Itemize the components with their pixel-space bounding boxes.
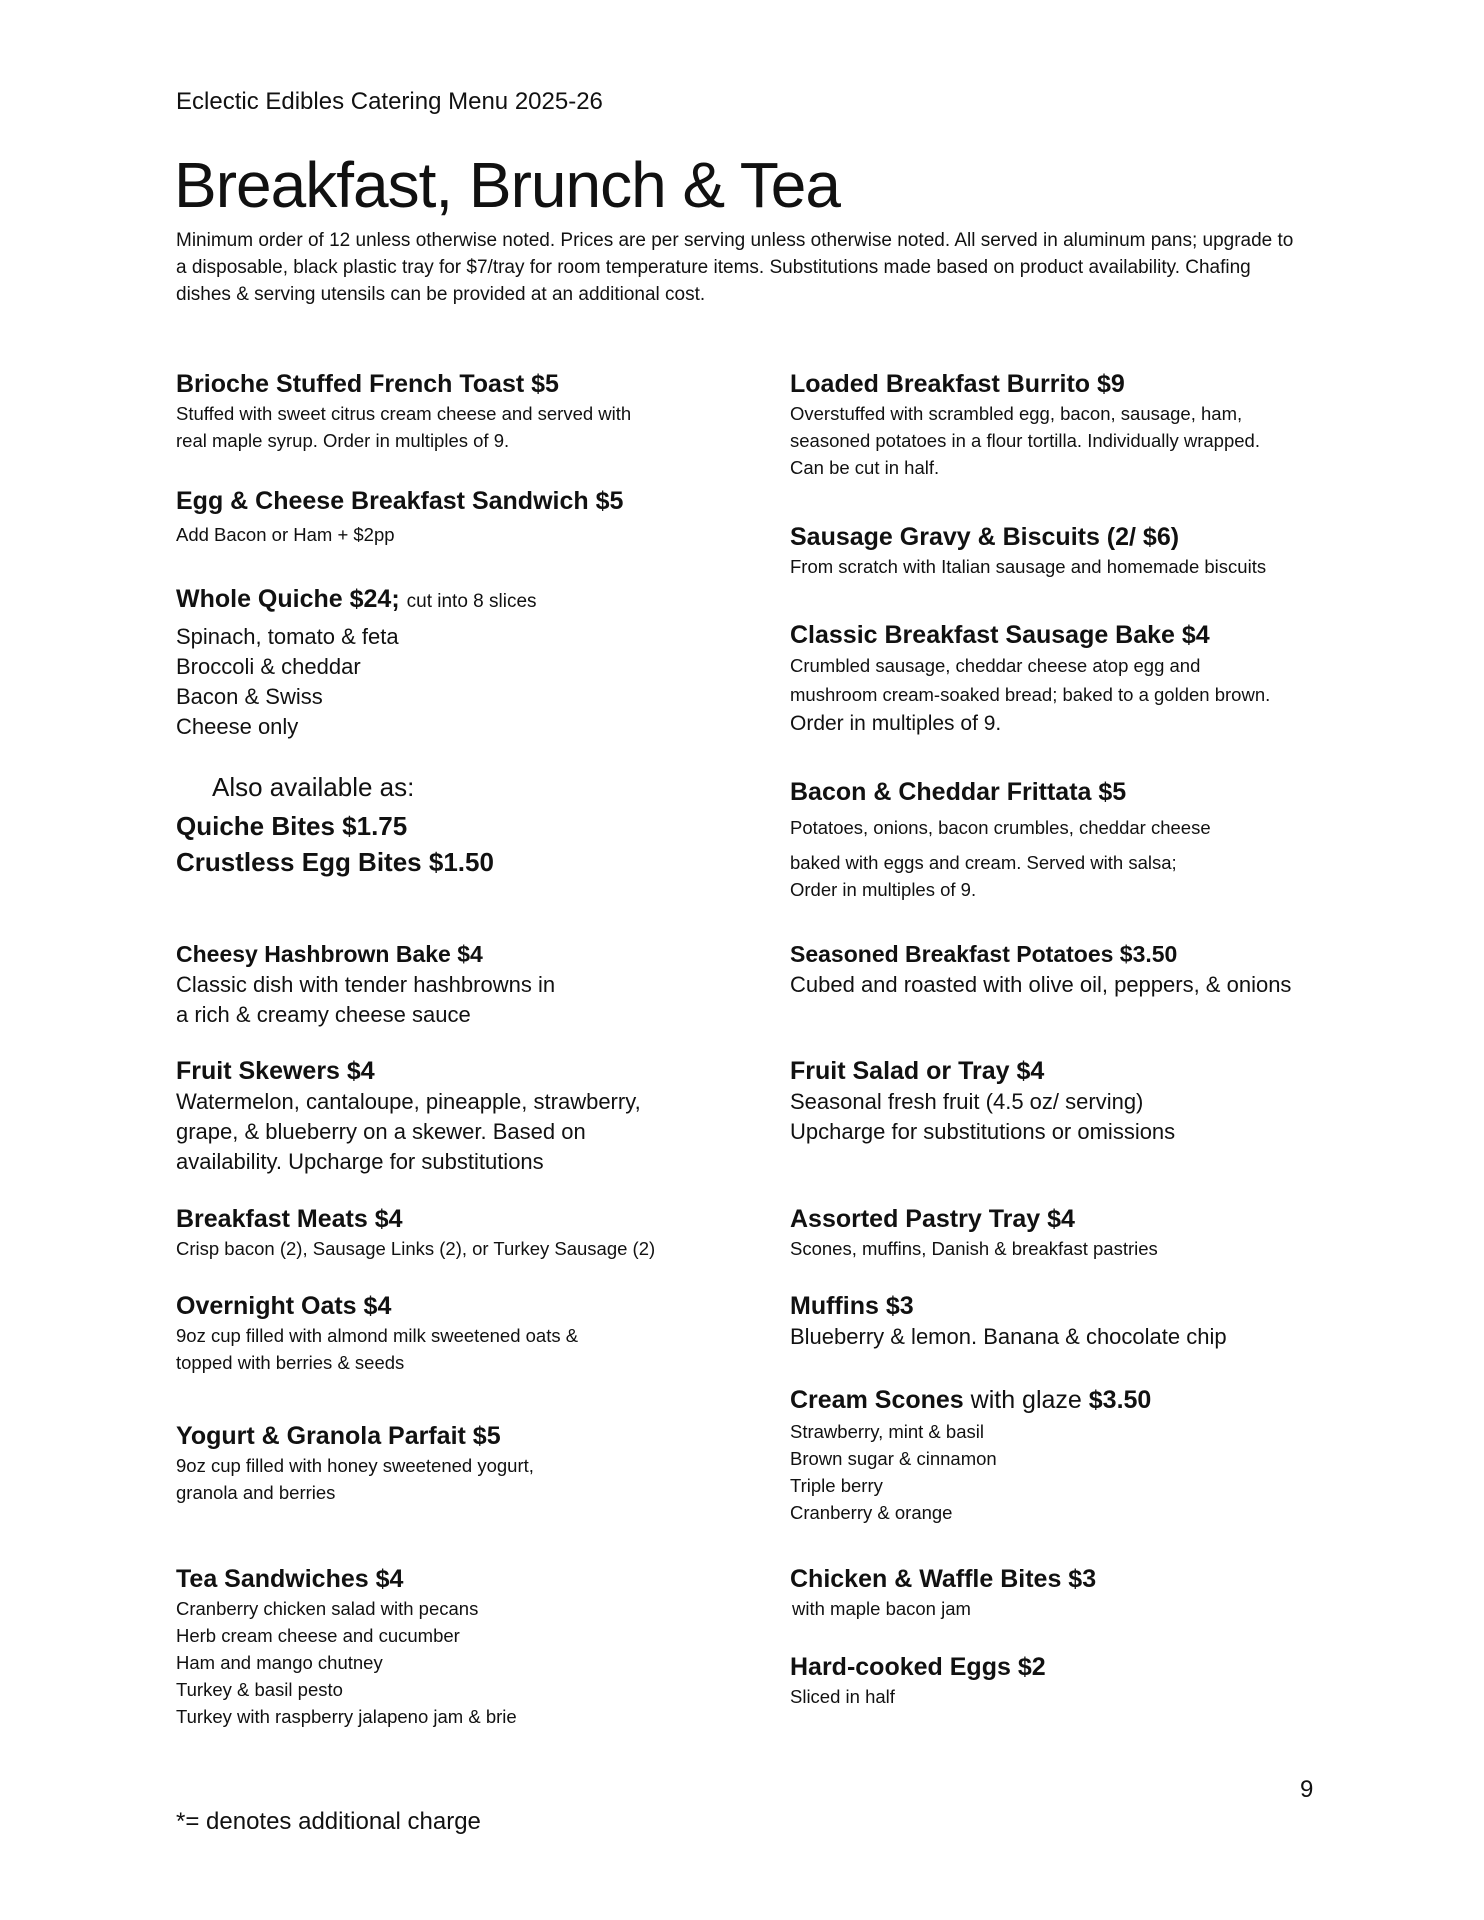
menu-item-fruit-salad xyxy=(790,1055,1350,1147)
menu-item-yogurt-parfait xyxy=(176,1420,736,1506)
menu-item-sausage-bake xyxy=(790,619,1350,738)
menu-item-chicken-waffle-bites xyxy=(790,1563,1350,1622)
item-title: Seasoned Breakfast Potatoes $3.50 xyxy=(790,941,1178,967)
item-desc-line: with maple bacon jam xyxy=(792,1598,971,1619)
crustless-egg-bites: Crustless Egg Bites $1.50 xyxy=(176,847,494,877)
item-desc-line: Add Bacon or Ham + $2pp xyxy=(176,524,395,545)
page-number: 9 xyxy=(1300,1776,1314,1803)
menu-item-cream-scones xyxy=(790,1384,1350,1526)
item-desc-line: 9oz cup filled with honey sweetened yogurt, xyxy=(176,1455,534,1476)
scone-flavor: Cranberry & orange xyxy=(790,1502,953,1523)
item-desc-line: Turkey with raspberry jalapeno jam & brie xyxy=(176,1706,517,1727)
item-price: $3.50 xyxy=(1088,1386,1152,1414)
item-desc-line: baked with eggs and cream. Served with salsa; xyxy=(790,852,1177,873)
item-desc-line: real maple syrup. Order in multiples of 9. xyxy=(176,430,510,451)
footnote: *= denotes additional charge xyxy=(176,1808,481,1835)
item-desc-line: topped with berries & seeds xyxy=(176,1352,405,1373)
item-desc-line: From scratch with Italian sausage and homemade biscuits xyxy=(790,556,1267,577)
item-desc-line: Cubed and roasted with olive oil, peppers, & onions xyxy=(790,972,1292,997)
menu-item-pastry-tray xyxy=(790,1203,1350,1262)
item-desc-line: mushroom cream-soaked bread; baked to a golden brown. xyxy=(790,684,1271,705)
item-desc-line: Blueberry & lemon. Banana & chocolate chip xyxy=(790,1324,1227,1349)
item-title: Hard-cooked Eggs $2 xyxy=(790,1653,1046,1681)
item-title: Assorted Pastry Tray $4 xyxy=(790,1205,1075,1233)
item-desc-line: a rich & creamy cheese sauce xyxy=(176,1002,471,1027)
item-title: Classic Breakfast Sausage Bake $4 xyxy=(790,621,1210,649)
menu-item-whole-quiche xyxy=(176,583,736,742)
page-title: Breakfast, Brunch & Tea xyxy=(174,149,840,221)
item-desc-line: Stuffed with sweet citrus cream cheese and served with xyxy=(176,403,632,424)
item-desc-line: Can be cut in half. xyxy=(790,457,940,478)
quiche-option: Spinach, tomato & feta xyxy=(176,624,399,649)
item-desc-line: 9oz cup filled with almond milk sweetened oats & xyxy=(176,1325,579,1346)
item-title: Muffins $3 xyxy=(790,1292,914,1320)
item-desc-line: granola and berries xyxy=(176,1482,336,1503)
item-title: Overnight Oats $4 xyxy=(176,1292,392,1320)
quiche-bites: Quiche Bites $1.75 xyxy=(176,811,408,841)
quiche-option: Cheese only xyxy=(176,714,299,739)
item-desc-line: Cranberry chicken salad with pecans xyxy=(176,1598,479,1619)
item-desc-line: grape, & blueberry on a skewer. Based on xyxy=(176,1119,586,1144)
item-title: Cheesy Hashbrown Bake $4 xyxy=(176,941,483,967)
menu-item-hard-cooked-eggs xyxy=(790,1651,1350,1710)
scone-flavor: Triple berry xyxy=(790,1475,883,1496)
item-title: Loaded Breakfast Burrito $9 xyxy=(790,370,1125,398)
intro-paragraph: Minimum order of 12 unless otherwise noted. Prices are per serving unless otherwise noted. All served in aluminum pans; upgrade to a disposable, black plastic tray for $7/tray for room temperature items. Substitutions made based on product availability. Chafing dishes & serving utensils can be provided at an additional cost. xyxy=(176,230,1294,305)
quiche-option: Bacon & Swiss xyxy=(176,684,323,709)
item-title: Chicken & Waffle Bites $3 xyxy=(790,1565,1097,1593)
menu-item-french-toast xyxy=(176,368,736,454)
item-title: Bacon & Cheddar Frittata $5 xyxy=(790,778,1127,806)
menu-item-overnight-oats xyxy=(176,1290,736,1376)
menu-item-frittata xyxy=(790,776,1350,903)
item-desc-line: Overstuffed with scrambled egg, bacon, sausage, ham, xyxy=(790,403,1243,424)
item-title: Egg & Cheese Breakfast Sandwich $5 xyxy=(176,487,624,515)
item-title: Fruit Skewers $4 xyxy=(176,1057,375,1085)
menu-item-egg-sandwich xyxy=(176,485,736,548)
also-available-label: Also available as: xyxy=(212,772,415,802)
menu-item-breakfast-burrito xyxy=(790,368,1350,481)
item-desc-line: Herb cream cheese and cucumber xyxy=(176,1625,460,1646)
item-desc-line: Seasonal fresh fruit (4.5 oz/ serving) xyxy=(790,1089,1144,1114)
item-desc-line: Order in multiples of 9. xyxy=(790,712,1002,735)
item-title: Breakfast Meats $4 xyxy=(176,1205,403,1233)
item-desc-line: Order in multiples of 9. xyxy=(790,879,977,900)
item-desc-line: Watermelon, cantaloupe, pineapple, strawberry, xyxy=(176,1089,641,1114)
item-desc-line: Crisp bacon (2), Sausage Links (2), or Turkey Sausage (2) xyxy=(176,1238,656,1259)
menu-item-tea-sandwiches xyxy=(176,1563,736,1730)
item-desc-line: Potatoes, onions, bacon crumbles, cheddar cheese xyxy=(790,817,1211,838)
menu-item-muffins xyxy=(790,1290,1350,1352)
item-desc-line: Upcharge for substitutions or omissions xyxy=(790,1119,1176,1144)
item-title: Brioche Stuffed French Toast $5 xyxy=(176,370,559,398)
item-title-modifier: with glaze xyxy=(963,1386,1089,1414)
menu-item-hashbrown-bake xyxy=(176,938,736,1030)
scone-flavor: Brown sugar & cinnamon xyxy=(790,1448,997,1469)
item-desc-line: seasoned potatoes in a flour tortilla. Individually wrapped. xyxy=(790,430,1260,451)
item-title: Fruit Salad or Tray $4 xyxy=(790,1057,1045,1085)
item-desc-line: Sliced in half xyxy=(790,1686,895,1707)
item-desc-line: Classic dish with tender hashbrowns in xyxy=(176,972,556,997)
item-title: Sausage Gravy & Biscuits (2/ $6) xyxy=(790,523,1180,551)
also-available-list xyxy=(176,808,494,880)
item-title: Whole Quiche $24; xyxy=(176,585,400,613)
menu-item-breakfast-potatoes xyxy=(790,938,1350,1000)
scone-flavor: Strawberry, mint & basil xyxy=(790,1421,984,1442)
item-title: Cream Scones xyxy=(790,1386,964,1414)
item-desc-line: Crumbled sausage, cheddar cheese atop egg and xyxy=(790,655,1201,676)
quiche-option: Broccoli & cheddar xyxy=(176,654,361,679)
document-header: Eclectic Edibles Catering Menu 2025-26 xyxy=(176,88,603,115)
item-title: Yogurt & Granola Parfait $5 xyxy=(176,1422,501,1450)
item-desc-line: Ham and mango chutney xyxy=(176,1652,383,1673)
item-desc-line: Scones, muffins, Danish & breakfast pastries xyxy=(790,1238,1158,1259)
item-title: Tea Sandwiches $4 xyxy=(176,1565,404,1593)
menu-item-breakfast-meats xyxy=(176,1203,736,1262)
item-note: cut into 8 slices xyxy=(406,591,537,612)
menu-item-sausage-gravy xyxy=(790,521,1350,580)
item-desc-line: availability. Upcharge for substitutions xyxy=(176,1149,544,1174)
item-desc-line: Turkey & basil pesto xyxy=(176,1679,343,1700)
menu-item-fruit-skewers xyxy=(176,1055,736,1177)
